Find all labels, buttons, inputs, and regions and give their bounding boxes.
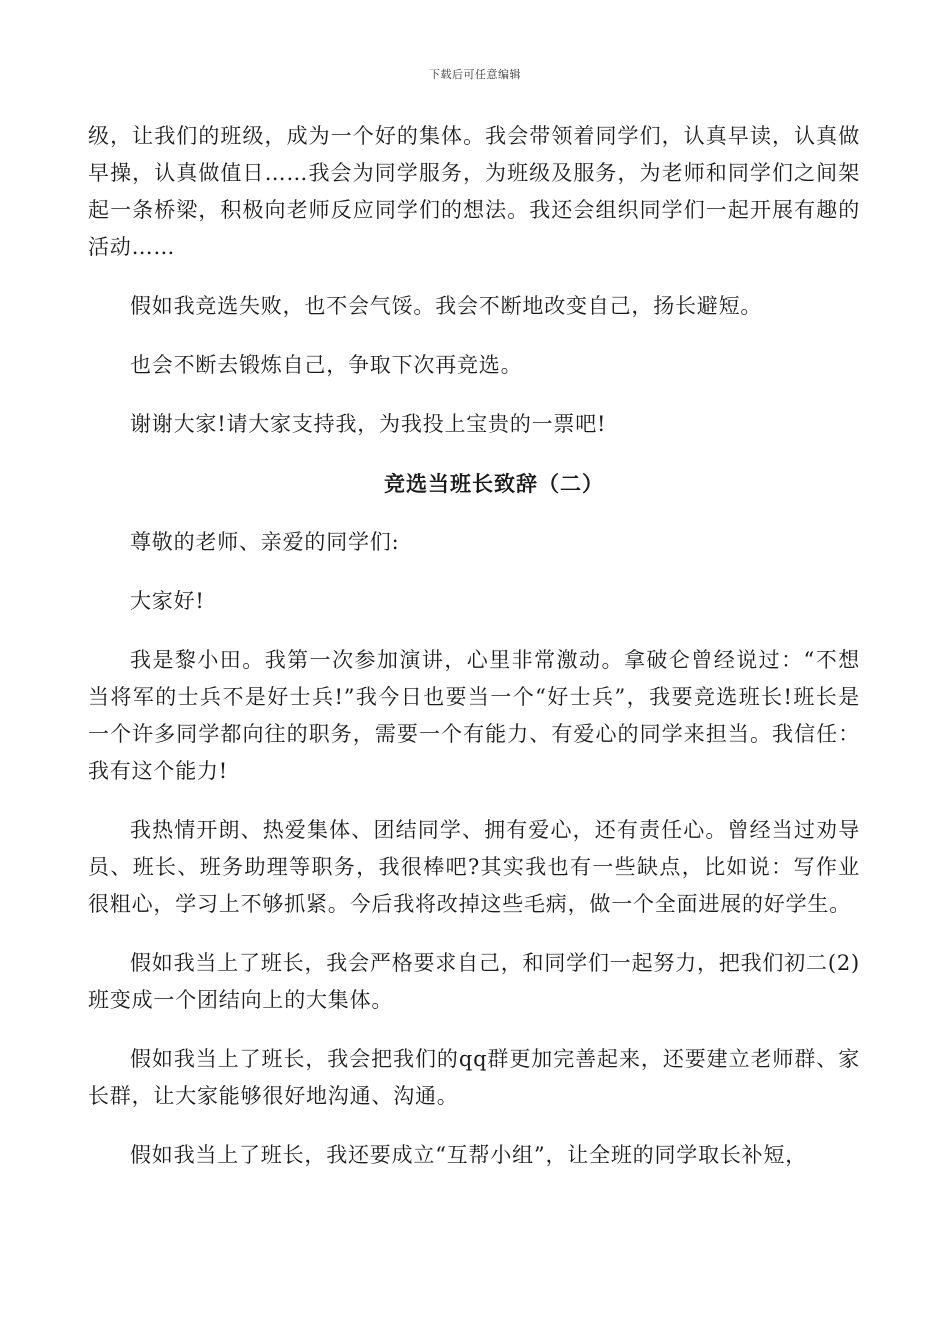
paragraph-continuation: 级，让我们的班级，成为一个好的集体。我会带领着同学们，认真早读，认真做早操，认真做值日……我会为同学服务，为班级及服务，为老师和同学们之间架起一条桥梁，积极向老师反应同学们的想法。我还会组织同学们一起开展有趣的活动……: [88, 124, 860, 259]
paragraph-introduction: 我是黎小田。我第一次参加演讲，心里非常激动。拿破仑曾经说过：“不想当将军的士兵不是好士兵!”我今日也要当一个“好士兵”，我要竞选班长!班长是一个许多同学都向往的职务，需要一个有能力、有爱心的同学来担当。我信任：我有这个能力!: [88, 648, 860, 783]
paragraph-promise-discipline: 假如我当上了班长，我会严格要求自己，和同学们一起努力，把我们初二(2)班变成一个团结向上的大集体。: [88, 951, 860, 1012]
paragraph-salutation: 尊敬的老师、亲爱的同学们:: [130, 530, 400, 554]
paragraph-thanks: 谢谢大家!请大家支持我，为我投上宝贵的一票吧!: [130, 412, 607, 436]
paragraph-failure: 假如我竞选失败，也不会气馁。我会不断地改变自己，扬长避短。: [130, 294, 763, 318]
paragraph-promise-qq-group: 假如我当上了班长，我会把我们的qq群更加完善起来，还要建立老师群、家长群，让大家能够很好地沟通、沟通。: [88, 1047, 860, 1108]
paragraph-self-description: 我热情开朗、热爱集体、团结同学、拥有爱心，还有责任心。曾经当过劝导员、班长、班务助理等职务，我很棒吧?其实我也有一些缺点，比如说：写作业很粗心，学习上不够抓紧。今后我将改掉这些毛病，做一个全面进展的好学生。: [88, 818, 860, 916]
header-note: 下载后可任意编辑: [429, 68, 521, 81]
paragraph-practice: 也会不断去锻炼自己，争取下次再竞选。: [130, 353, 523, 377]
paragraph-greeting: 大家好!: [130, 589, 205, 613]
paragraph-promise-help-group: 假如我当上了班长，我还要成立“互帮小组”，让全班的同学取长补短，: [130, 1143, 808, 1167]
section-title: 竞选当班长致辞（二）: [384, 471, 604, 496]
document-body: [88, 118, 860, 1174]
